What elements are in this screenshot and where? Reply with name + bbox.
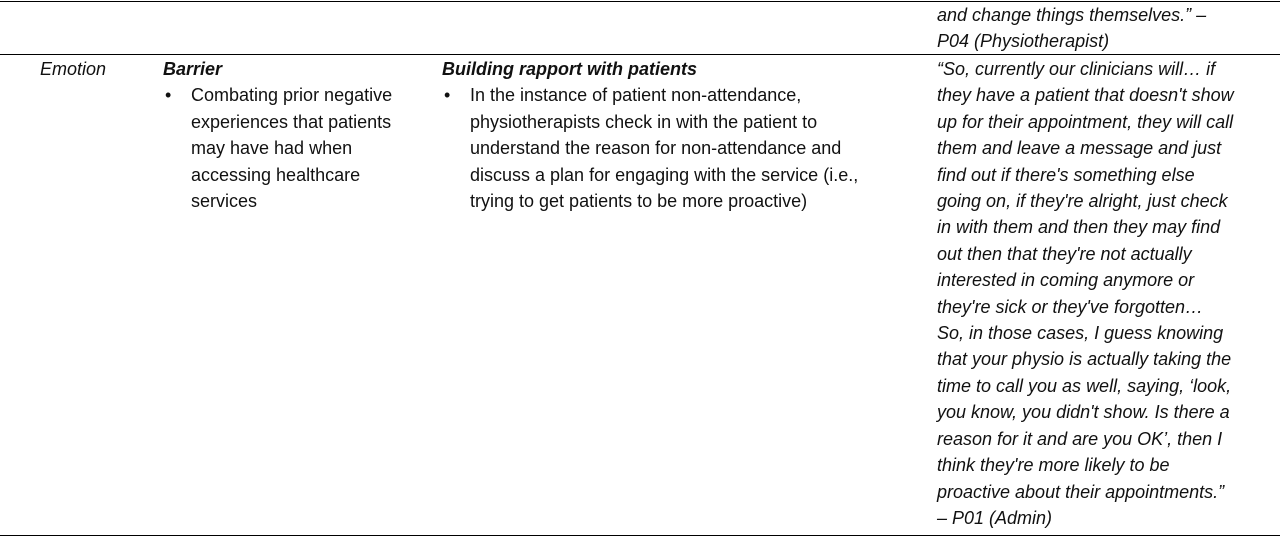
barrier-heading: Barrier bbox=[163, 59, 223, 79]
previous-row-quote-cell bbox=[937, 2, 1277, 55]
quote-line: So, in those cases, I guess knowing bbox=[937, 323, 1224, 344]
strategy-cell bbox=[442, 56, 912, 214]
table-bottom-rule bbox=[0, 535, 1280, 536]
quote-line: in with them and then they may find bbox=[937, 217, 1221, 238]
domain-label: Emotion bbox=[40, 59, 107, 79]
quote-line: you know, you didn't show. Is there a bbox=[937, 402, 1230, 423]
strategy-text-line: understand the reason for non-attendance and bbox=[470, 138, 842, 159]
barrier-text-line: Combating prior negative bbox=[191, 85, 393, 106]
strategy-heading: Building rapport with patients bbox=[442, 59, 697, 79]
quote-line: proactive about their appointments.” bbox=[937, 481, 1225, 502]
quote-line: “So, currently our clinicians will… if bbox=[937, 59, 1216, 79]
strategy-bullet-item bbox=[442, 82, 912, 214]
quote-line: going on, if they're alright, just check bbox=[937, 191, 1228, 212]
quote-line: think they're more likely to be bbox=[937, 455, 1170, 476]
strategy-text-line: In the instance of patient non-attendance, bbox=[470, 85, 802, 106]
domain-cell bbox=[40, 56, 155, 82]
bullet-icon: • bbox=[165, 85, 172, 106]
strategy-text-line: physiotherapists check in with the patient to bbox=[470, 111, 818, 132]
strategy-text-line: trying to get patients to be more proactive) bbox=[470, 191, 808, 212]
barrier-text-line: may have had when bbox=[191, 138, 353, 159]
quote-line: they have a patient that doesn't show bbox=[937, 85, 1234, 106]
barrier-text-line: services bbox=[191, 191, 258, 212]
quote-line: P04 (Physiotherapist) bbox=[937, 31, 1110, 52]
quote-line: that your physio is actually taking the bbox=[937, 349, 1232, 370]
strategy-text-line: discuss a plan for engaging with the service (i.e., bbox=[470, 164, 859, 185]
quote-line: interested in coming anymore or bbox=[937, 270, 1195, 291]
barrier-cell bbox=[163, 56, 428, 214]
quote-line: out then that they're not actually bbox=[937, 243, 1192, 264]
quote-line: they're sick or they've forgotten… bbox=[937, 296, 1203, 317]
barrier-text-line: accessing healthcare bbox=[191, 164, 361, 185]
quote-line: up for their appointment, they will call bbox=[937, 111, 1234, 132]
quote-line: and change things themselves.” – bbox=[937, 5, 1207, 25]
row-divider-rule bbox=[0, 54, 1280, 55]
quote-line: – P01 (Admin) bbox=[937, 507, 1053, 528]
quote-line: reason for it and are you OK’, then I bbox=[937, 428, 1223, 449]
quote-cell bbox=[937, 56, 1277, 531]
quote-line: find out if there's something else bbox=[937, 164, 1195, 185]
barrier-bullet-item bbox=[163, 82, 428, 214]
bullet-icon: • bbox=[444, 85, 451, 106]
quote-line: time to call you as well, saying, ‘look, bbox=[937, 375, 1232, 396]
barrier-text-line: experiences that patients bbox=[191, 111, 392, 132]
quote-line: them and leave a message and just bbox=[937, 138, 1222, 159]
